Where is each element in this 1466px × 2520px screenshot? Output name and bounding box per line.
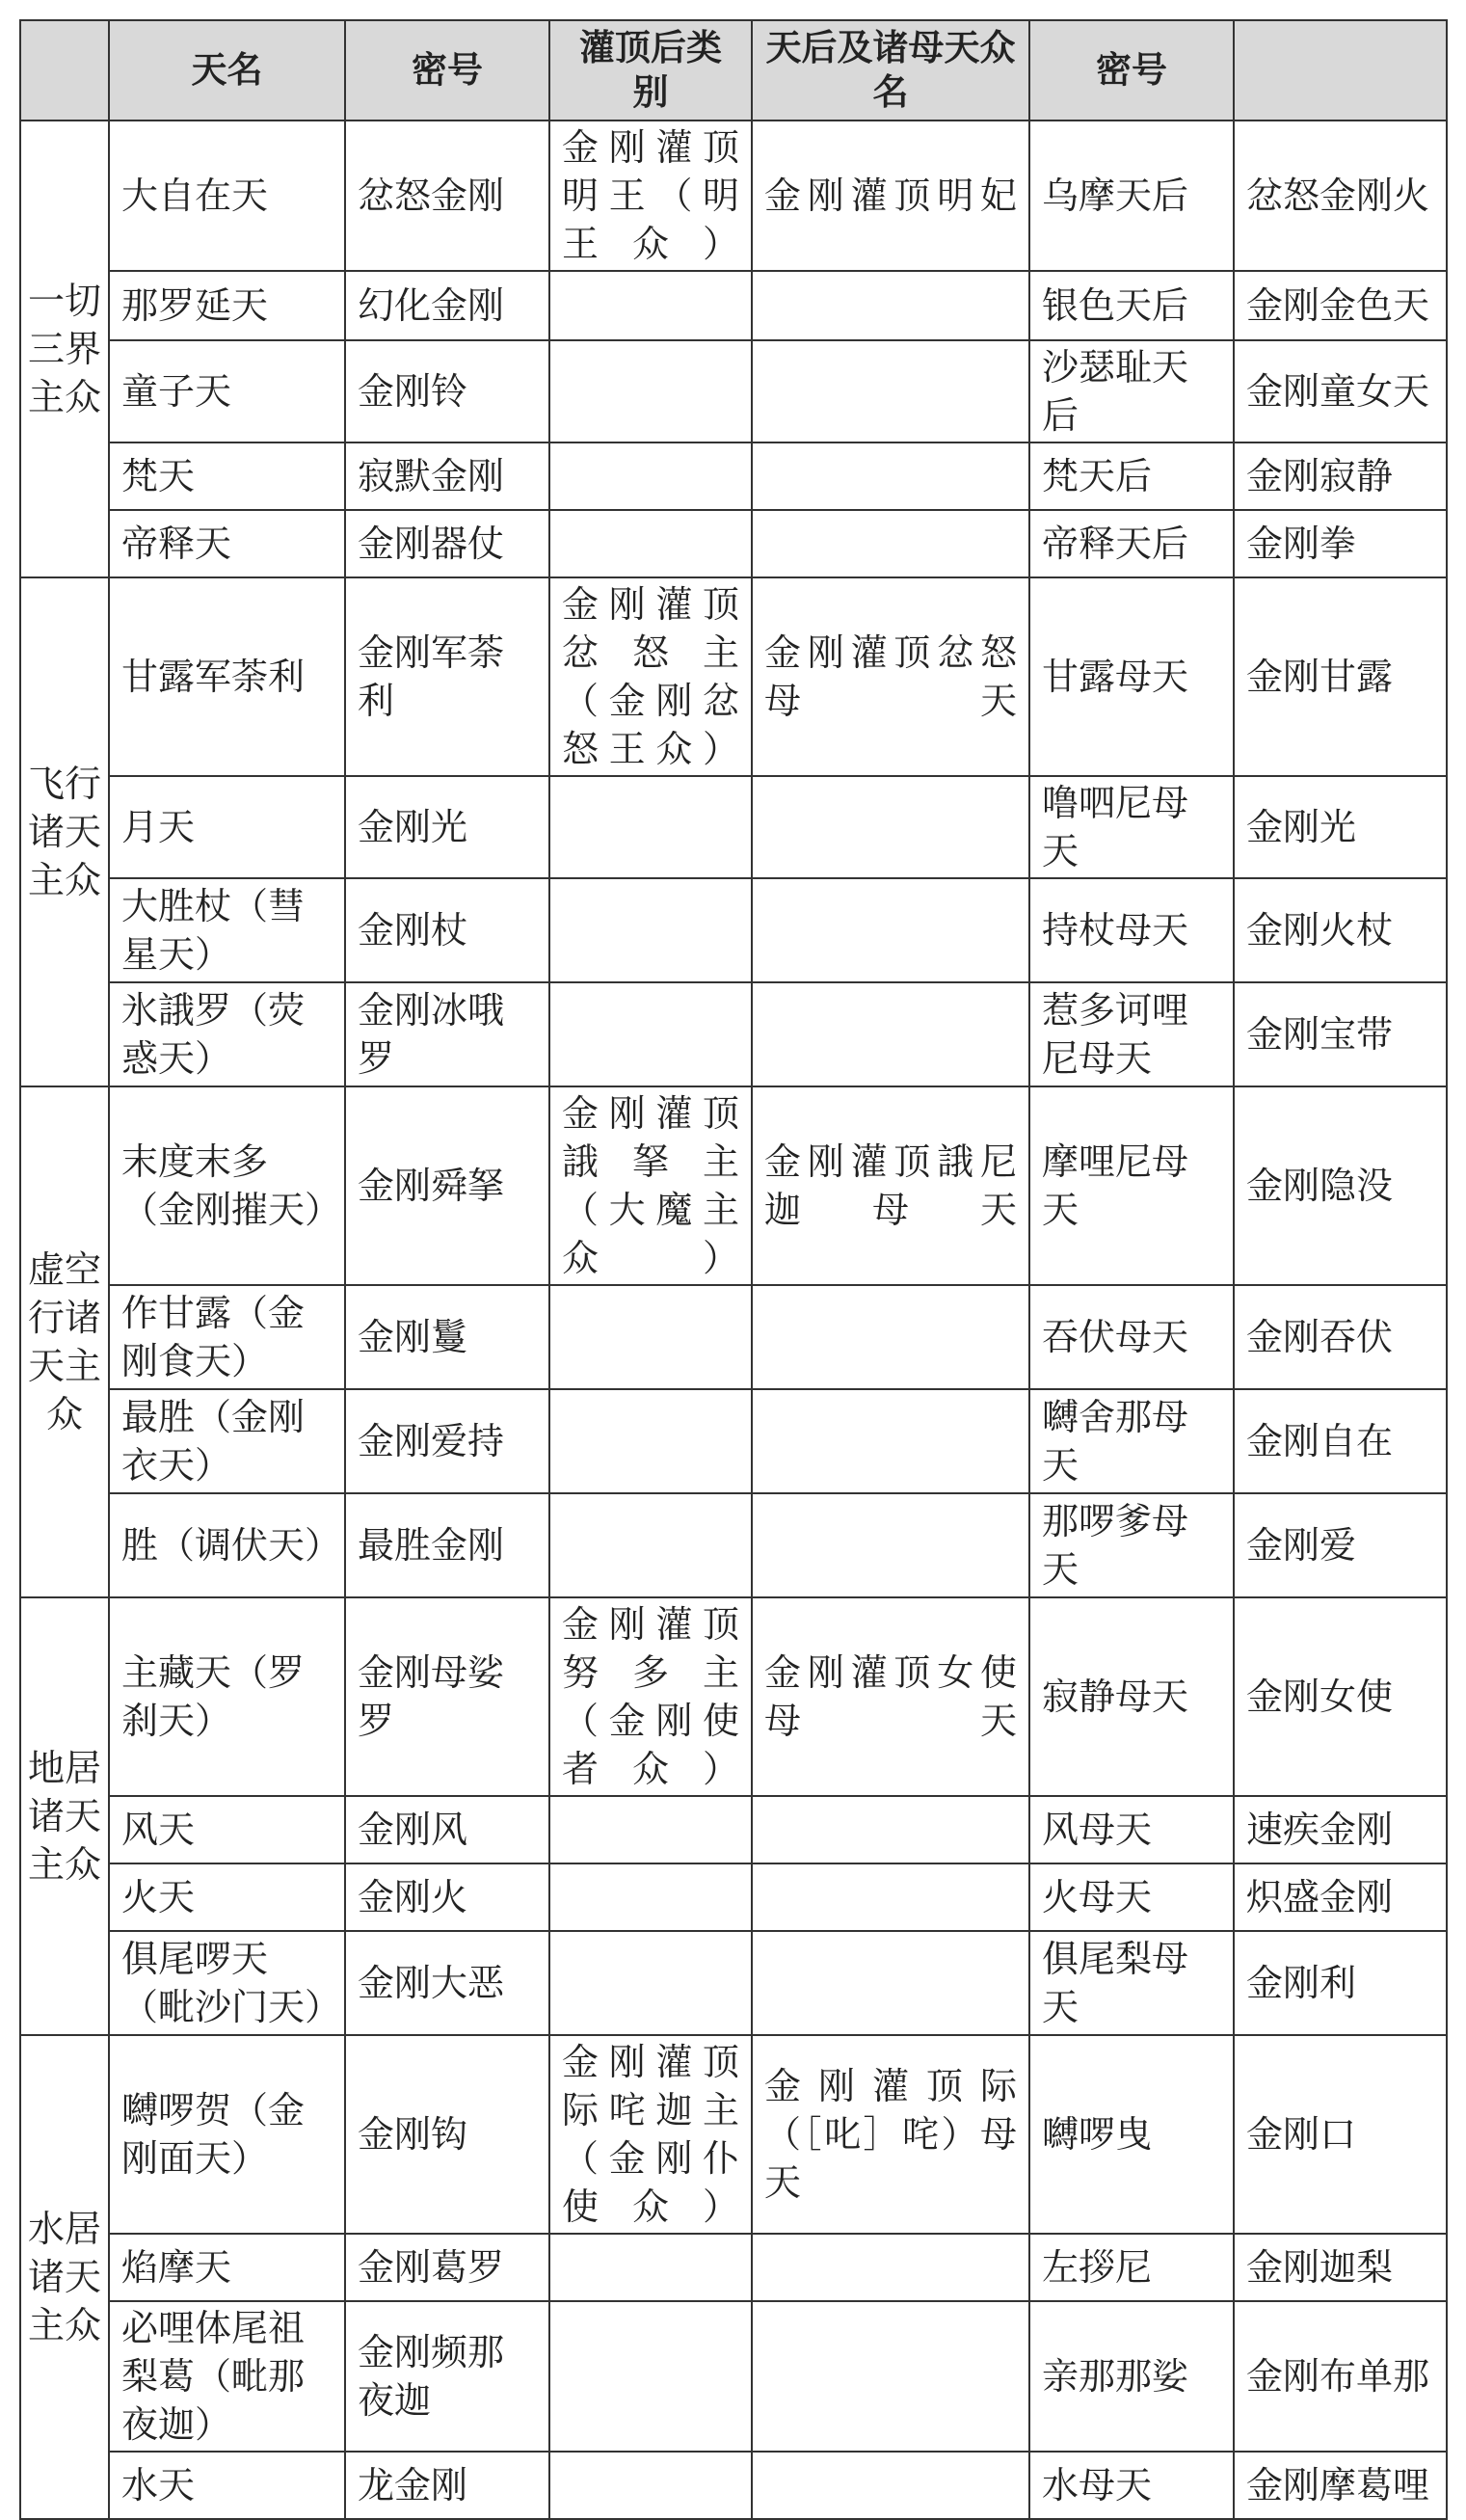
deity-name: 最胜（金刚衣天）	[109, 1389, 345, 1493]
deity-name: 月天	[109, 776, 345, 878]
consort-name: 火母天	[1029, 1863, 1234, 1931]
deity-name: 那罗延天	[109, 271, 345, 340]
consort-group-name: 金刚灌顶誐尼迦母天	[752, 1086, 1029, 1285]
consort-name: 那啰爹母天	[1029, 1493, 1234, 1597]
deity-name: 甘露军荼利	[109, 577, 345, 776]
empty-cell	[752, 442, 1029, 510]
deity-name: 童子天	[109, 340, 345, 442]
consort-name: 寂静母天	[1029, 1597, 1234, 1796]
consort-group-name: 金刚灌顶女使母天	[752, 1597, 1029, 1796]
empty-cell	[549, 1389, 752, 1493]
initiation-category: 金刚灌顶际咤迦主（金刚仆使众）	[549, 2035, 752, 2234]
table-row	[20, 121, 1447, 271]
secret-name: 金刚爱持	[345, 1389, 549, 1493]
deity-name: 大自在天	[109, 121, 345, 271]
deity-name: 主藏天（罗刹天）	[109, 1597, 345, 1796]
deity-name: 嚩啰贺（金刚面天）	[109, 2035, 345, 2234]
consort-secret-name: 金刚拳	[1234, 510, 1447, 577]
table-row	[20, 271, 1447, 340]
empty-cell	[549, 982, 752, 1086]
empty-cell	[549, 442, 752, 510]
table-row	[20, 1931, 1447, 2035]
empty-cell	[752, 1285, 1029, 1389]
secret-name: 龙金刚	[345, 2452, 549, 2519]
consort-secret-name: 金刚寂静	[1234, 442, 1447, 510]
empty-cell	[549, 271, 752, 340]
consort-name: 嚩舍那母天	[1029, 1389, 1234, 1493]
deity-name: 氷誐罗（荧惑天）	[109, 982, 345, 1086]
table-row	[20, 1285, 1447, 1389]
consort-secret-name: 金刚火杖	[1234, 878, 1447, 982]
group-name: 飞行诸天主众	[20, 577, 109, 1086]
consort-name: 亲那那娑	[1029, 2301, 1234, 2452]
deity-name: 大胜杖（彗星天）	[109, 878, 345, 982]
secret-name: 金刚冰哦罗	[345, 982, 549, 1086]
secret-name: 金刚鬘	[345, 1285, 549, 1389]
empty-cell	[752, 2452, 1029, 2519]
secret-name: 金刚母娑罗	[345, 1597, 549, 1796]
consort-secret-name: 金刚爱	[1234, 1493, 1447, 1597]
empty-cell	[752, 776, 1029, 878]
empty-cell	[549, 1285, 752, 1389]
empty-cell	[752, 510, 1029, 577]
table-row	[20, 1389, 1447, 1493]
empty-cell	[549, 2234, 752, 2301]
group-name: 虚空行诸天主众	[20, 1086, 109, 1597]
secret-name: 幻化金刚	[345, 271, 549, 340]
consort-name: 噜呬尼母天	[1029, 776, 1234, 878]
secret-name: 寂默金刚	[345, 442, 549, 510]
empty-cell	[549, 2452, 752, 2519]
table-row	[20, 1493, 1447, 1597]
table-row	[20, 982, 1447, 1086]
empty-cell	[752, 982, 1029, 1086]
consort-name: 摩哩尼母天	[1029, 1086, 1234, 1285]
consort-secret-name: 金刚自在	[1234, 1389, 1447, 1493]
secret-name: 金刚器仗	[345, 510, 549, 577]
consort-name: 银色天后	[1029, 271, 1234, 340]
consort-secret-name: 金刚摩葛哩	[1234, 2452, 1447, 2519]
consort-secret-name: 炽盛金刚	[1234, 1863, 1447, 1931]
consort-group-name: 金刚灌顶明妃	[752, 121, 1029, 271]
secret-name: 金刚光	[345, 776, 549, 878]
deity-name: 俱尾啰天（毗沙门天）	[109, 1931, 345, 2035]
table-row	[20, 2234, 1447, 2301]
consort-name: 帝释天后	[1029, 510, 1234, 577]
empty-cell	[549, 340, 752, 442]
secret-name: 最胜金刚	[345, 1493, 549, 1597]
header-row	[20, 20, 1447, 121]
table-row	[20, 1863, 1447, 1931]
secret-name: 金刚铃	[345, 340, 549, 442]
consort-secret-name: 忿怒金刚火	[1234, 121, 1447, 271]
consort-group-name: 金刚灌顶际（［叱］咤）母天	[752, 2035, 1029, 2234]
table-row	[20, 340, 1447, 442]
deity-name: 帝释天	[109, 510, 345, 577]
empty-cell	[752, 340, 1029, 442]
consort-name: 俱尾梨母天	[1029, 1931, 1234, 2035]
empty-cell	[752, 2234, 1029, 2301]
deity-name: 作甘露（金刚食天）	[109, 1285, 345, 1389]
consort-name: 乌摩天后	[1029, 121, 1234, 271]
empty-cell	[752, 1796, 1029, 1863]
group-name: 地居诸天主众	[20, 1597, 109, 2035]
header-consort-name: 天后及诸母天众名	[752, 20, 1029, 121]
empty-cell	[549, 510, 752, 577]
consort-secret-name: 金刚利	[1234, 1931, 1447, 2035]
consort-secret-name: 金刚迦梨	[1234, 2234, 1447, 2301]
deity-name: 末度末多（金刚摧天）	[109, 1086, 345, 1285]
consort-name: 左拶尼	[1029, 2234, 1234, 2301]
secret-name: 金刚舜拏	[345, 1086, 549, 1285]
header-consort-code	[1234, 20, 1447, 121]
empty-cell	[752, 1389, 1029, 1493]
initiation-category: 金刚灌顶明王（明王众）	[549, 121, 752, 271]
header-group	[20, 20, 109, 121]
consort-secret-name: 金刚女使	[1234, 1597, 1447, 1796]
header-secret-name: 密号	[345, 20, 549, 121]
consort-secret-name: 速疾金刚	[1234, 1796, 1447, 1863]
table-row	[20, 1086, 1447, 1285]
consort-secret-name: 金刚布单那	[1234, 2301, 1447, 2452]
secret-name: 金刚频那夜迦	[345, 2301, 549, 2452]
group-name: 一切三界主众	[20, 121, 109, 577]
header-category: 灌顶后类别	[549, 20, 752, 121]
consort-name: 水母天	[1029, 2452, 1234, 2519]
table-row	[20, 2452, 1447, 2519]
empty-cell	[752, 1493, 1029, 1597]
consort-name: 吞伏母天	[1029, 1285, 1234, 1389]
secret-name: 金刚杖	[345, 878, 549, 982]
initiation-category: 金刚灌顶誐拏主（大魔主众）	[549, 1086, 752, 1285]
table-row	[20, 2301, 1447, 2452]
secret-name: 金刚葛罗	[345, 2234, 549, 2301]
consort-secret-name: 金刚甘露	[1234, 577, 1447, 776]
consort-name: 持杖母天	[1029, 878, 1234, 982]
secret-name: 金刚风	[345, 1796, 549, 1863]
deity-name: 水天	[109, 2452, 345, 2519]
secret-name: 金刚火	[345, 1863, 549, 1931]
consort-secret-name: 金刚宝带	[1234, 982, 1447, 1086]
consort-secret-name: 金刚金色天	[1234, 271, 1447, 340]
empty-cell	[752, 271, 1029, 340]
table-row	[20, 577, 1447, 776]
consort-name: 沙瑟耻天后	[1029, 340, 1234, 442]
secret-name: 忿怒金刚	[345, 121, 549, 271]
consort-name: 甘露母天	[1029, 577, 1234, 776]
deity-name: 胜（调伏天）	[109, 1493, 345, 1597]
table-row	[20, 1597, 1447, 1796]
consort-secret-name: 金刚光	[1234, 776, 1447, 878]
empty-cell	[549, 776, 752, 878]
empty-cell	[752, 2301, 1029, 2452]
empty-cell	[549, 1493, 752, 1597]
consort-secret-name: 金刚隐没	[1234, 1086, 1447, 1285]
empty-cell	[752, 1863, 1029, 1931]
secret-name: 金刚钩	[345, 2035, 549, 2234]
initiation-category: 金刚灌顶努多主（金刚使者众）	[549, 1597, 752, 1796]
empty-cell	[549, 1931, 752, 2035]
consort-secret-name: 金刚吞伏	[1234, 1285, 1447, 1389]
deity-name: 梵天	[109, 442, 345, 510]
empty-cell	[752, 878, 1029, 982]
empty-cell	[752, 1931, 1029, 2035]
secret-name: 金刚军荼利	[345, 577, 549, 776]
table-row	[20, 776, 1447, 878]
table-row	[20, 2035, 1447, 2234]
consort-secret-name: 金刚童女天	[1234, 340, 1447, 442]
consort-group-name: 金刚灌顶忿怒母天	[752, 577, 1029, 776]
consort-name: 嚩啰曳	[1029, 2035, 1234, 2234]
header-deity-name: 天名	[109, 20, 345, 121]
table-row	[20, 510, 1447, 577]
initiation-category: 金刚灌顶忿怒主（金刚忿怒王众）	[549, 577, 752, 776]
consort-name: 梵天后	[1029, 442, 1234, 510]
deity-name: 必哩体尾祖梨葛（毗那夜迦）	[109, 2301, 345, 2452]
consort-name: 风母天	[1029, 1796, 1234, 1863]
consort-secret-name: 金刚口	[1234, 2035, 1447, 2234]
deity-name: 火天	[109, 1863, 345, 1931]
secret-name: 金刚大恶	[345, 1931, 549, 2035]
deity-name: 焰摩天	[109, 2234, 345, 2301]
empty-cell	[549, 2301, 752, 2452]
deity-name: 风天	[109, 1796, 345, 1863]
consort-name: 惹多诃哩尼母天	[1029, 982, 1234, 1086]
header-consort-secret-name: 密号	[1029, 20, 1234, 121]
deity-table	[19, 19, 1448, 2520]
group-name: 水居诸天主众	[20, 2035, 109, 2519]
empty-cell	[549, 1796, 752, 1863]
table-row	[20, 878, 1447, 982]
table-row	[20, 1796, 1447, 1863]
empty-cell	[549, 1863, 752, 1931]
table-row	[20, 442, 1447, 510]
empty-cell	[549, 878, 752, 982]
